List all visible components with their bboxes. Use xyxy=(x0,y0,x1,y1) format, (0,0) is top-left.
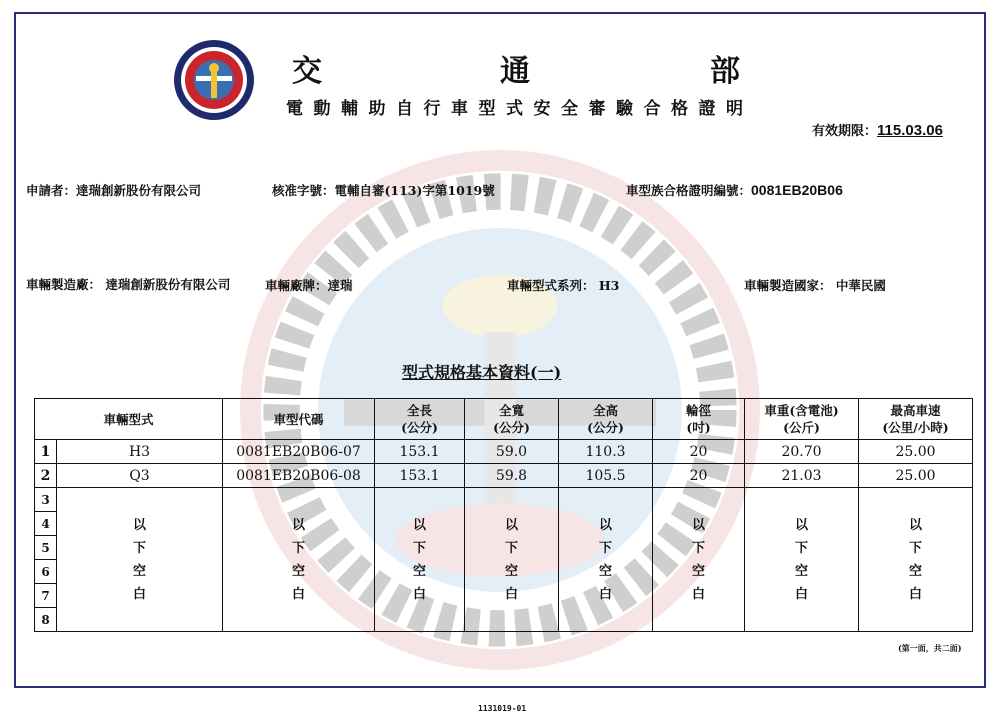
cell-wheel: 20 xyxy=(653,464,745,488)
table-row xyxy=(35,464,973,488)
row-number: 2 xyxy=(35,464,57,488)
country-field: 車輛製造國家： 中華民國 xyxy=(744,278,886,293)
header-width xyxy=(465,399,559,440)
header-model-label: 車輛型式 xyxy=(103,411,154,427)
blank-cell xyxy=(859,488,973,632)
header-wheel-label: 輪徑 xyxy=(686,403,712,418)
brand-field: 車輛廠牌：達瑞 xyxy=(265,278,353,293)
row-number: 3 xyxy=(35,488,57,512)
header-speed xyxy=(859,399,973,440)
cert-number-field xyxy=(626,181,843,199)
blank-cell xyxy=(57,488,223,632)
cell-speed: 25.00 xyxy=(859,440,973,464)
row-number: 7 xyxy=(35,584,57,608)
cell-model: H3 xyxy=(57,440,223,464)
header-weight-unit: (公斤) xyxy=(783,420,820,435)
cert-number-value: 0081EB20B06 xyxy=(751,182,843,198)
header-length-unit: (公分) xyxy=(401,420,438,435)
blank-row xyxy=(35,488,973,512)
blank-cell xyxy=(653,488,745,632)
document-subtitle: 電動輔助自行車型式安全審驗合格證明 xyxy=(286,99,754,119)
header-height-unit: (公分) xyxy=(587,420,624,435)
spec-table-title: 型式規格基本資料(一) xyxy=(402,363,562,382)
blank-text: 以下空白 xyxy=(909,517,923,602)
cell-height: 110.3 xyxy=(559,440,653,464)
header-width-label: 全寬 xyxy=(499,403,525,418)
blank-text: 以下空白 xyxy=(132,517,146,602)
validity-label: 有效期限： xyxy=(812,124,878,139)
header-speed-unit: (公里/小時) xyxy=(882,420,949,435)
row-number: 6 xyxy=(35,560,57,584)
header-length-label: 全長 xyxy=(407,403,433,418)
applicant-field: 申請者：達瑞創新股份有限公司 xyxy=(26,183,202,198)
maker-field: 車輛製造廠： 達瑞創新股份有限公司 xyxy=(26,277,231,292)
row-number: 4 xyxy=(35,512,57,536)
blank-text: 以下空白 xyxy=(795,517,809,602)
header-code-label: 車型代碼 xyxy=(273,411,324,427)
page-note: (第一面，共二面) xyxy=(898,643,962,653)
header-speed-label: 最高車速 xyxy=(890,403,941,418)
validity-value: 115.03.06 xyxy=(877,122,943,139)
row-number: 5 xyxy=(35,536,57,560)
title-char-1: 交 xyxy=(292,54,324,89)
blank-cell xyxy=(465,488,559,632)
cell-width: 59.0 xyxy=(465,440,559,464)
header-length xyxy=(375,399,465,440)
cell-height: 105.5 xyxy=(559,464,653,488)
header-weight-label: 車重(含電池) xyxy=(764,403,839,418)
blank-cell xyxy=(559,488,653,632)
cell-width: 59.8 xyxy=(465,464,559,488)
header-weight xyxy=(745,399,859,440)
title-char-3: 部 xyxy=(710,54,742,89)
cert-number-label: 車型族合格證明編號： xyxy=(626,183,752,198)
blank-cell xyxy=(375,488,465,632)
blank-text: 以下空白 xyxy=(599,517,613,602)
row-number: 8 xyxy=(35,608,57,632)
header-height-label: 全高 xyxy=(593,403,619,418)
header-wheel xyxy=(653,399,745,440)
cell-weight: 21.03 xyxy=(745,464,859,488)
header-height xyxy=(559,399,653,440)
blank-text: 以下空白 xyxy=(505,517,519,602)
cell-length: 153.1 xyxy=(375,440,465,464)
blank-text: 以下空白 xyxy=(413,517,427,602)
blank-text: 以下空白 xyxy=(292,517,306,602)
header-code xyxy=(223,399,375,440)
header-width-unit: (公分) xyxy=(493,420,530,435)
spec-table xyxy=(34,398,973,632)
title-char-2: 通 xyxy=(500,54,532,89)
header-model xyxy=(35,399,223,440)
header-wheel-unit: (吋) xyxy=(686,420,711,435)
row-number: 1 xyxy=(35,440,57,464)
cell-wheel: 20 xyxy=(653,440,745,464)
validity-period xyxy=(812,120,943,139)
blank-cell xyxy=(223,488,375,632)
cell-length: 153.1 xyxy=(375,464,465,488)
ministry-seal-icon xyxy=(172,38,256,122)
blank-text: 以下空白 xyxy=(692,517,706,602)
blank-cell xyxy=(745,488,859,632)
cell-model: Q3 xyxy=(57,464,223,488)
cell-weight: 20.70 xyxy=(745,440,859,464)
approval-number-field: 核准字號：電輔自審(113)字第1019號 xyxy=(272,183,495,198)
series-field: 車輛型式系列： H3 xyxy=(507,278,620,293)
cell-code: 0081EB20B06-08 xyxy=(223,464,375,488)
table-row xyxy=(35,440,973,464)
cell-speed: 25.00 xyxy=(859,464,973,488)
document-number: 1131019-01 xyxy=(478,704,527,713)
spec-header-row xyxy=(35,399,973,440)
cell-code: 0081EB20B06-07 xyxy=(223,440,375,464)
